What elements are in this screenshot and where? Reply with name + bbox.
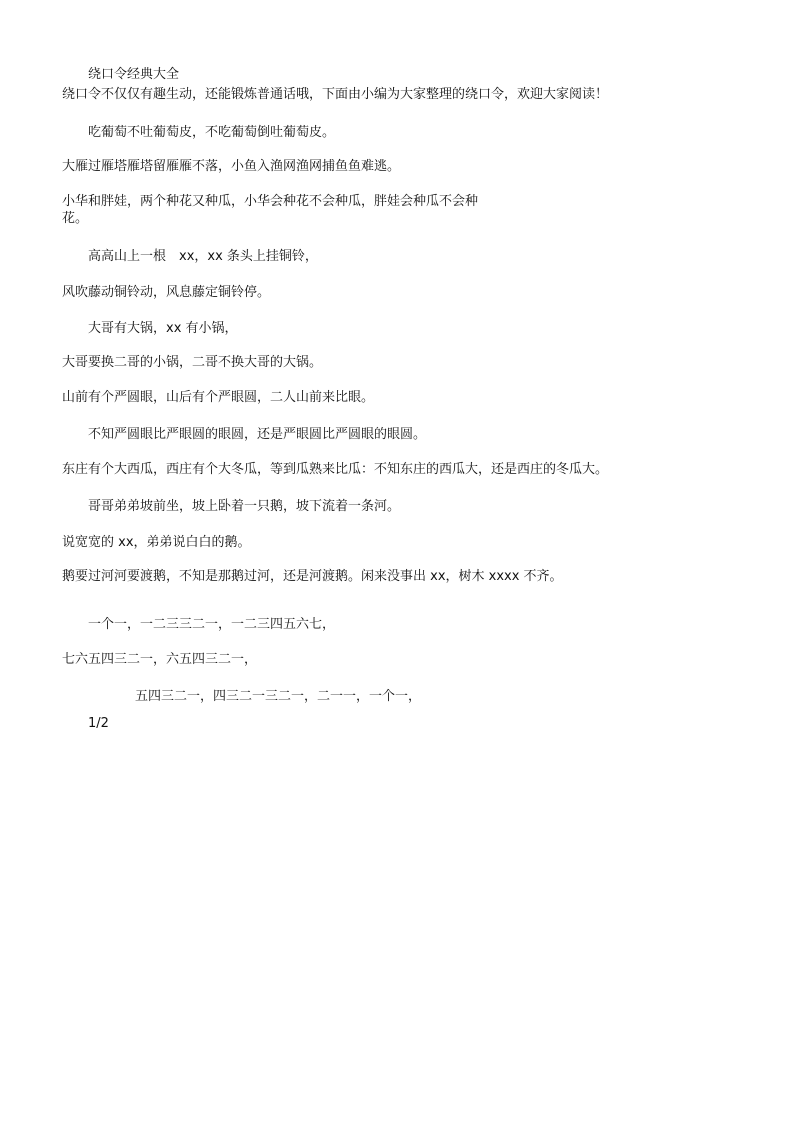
- document-intro: 绕口令不仅仅有趣生动，还能锻炼普通话哦，下面由小编为大家整理的绕口令，欢迎大家阅读！: [62, 87, 609, 102]
- tongue-twister-line: 小华和胖娃，两个种花又种瓜，小华会种花不会种瓜，胖娃会种瓜不会种: [62, 194, 479, 209]
- tongue-twister-line: 鹅要过河河要渡鹅，不知是那鹅过河，还是河渡鹅。闲来没事出 xx，树木 xxxx 不齐。: [62, 569, 563, 584]
- tongue-twister-line: 风吹藤动铜铃动，风息藤定铜铃停。: [62, 285, 271, 300]
- tongue-twister-line: 大哥有大锅，xx 有小锅，: [88, 321, 238, 336]
- tongue-twister-line: 说宽宽的 xx，弟弟说白白的鹅。: [62, 535, 251, 550]
- tongue-twister-line: 大雁过雁塔雁塔留雁雁不落，小鱼入渔网渔网捕鱼鱼难逃。: [62, 159, 401, 174]
- tongue-twister-line: 高高山上一根 xx，xx 条头上挂铜铃，: [88, 249, 318, 264]
- tongue-twister-line: 吃葡萄不吐葡萄皮，不吃葡萄倒吐葡萄皮。: [88, 125, 336, 140]
- tongue-twister-line: 山前有个严圆眼，山后有个严眼圆，二人山前来比眼。: [62, 390, 375, 405]
- tongue-twister-line: 大哥要换二哥的小锅，二哥不换大哥的大锅。: [62, 355, 323, 370]
- tongue-twister-line: 五四三二一，四三二一三二一，二一一，一个一，: [135, 689, 422, 704]
- tongue-twister-line: 七六五四三二一，六五四三二一，: [62, 652, 258, 667]
- tongue-twister-line: 不知严圆眼比严眼圆的眼圆，还是严眼圆比严圆眼的眼圆。: [88, 427, 427, 442]
- tongue-twister-line: 哥哥弟弟坡前坐，坡上卧着一只鹅，坡下流着一条河。: [88, 499, 401, 514]
- page-number: 1/2: [88, 716, 109, 731]
- document-title: 绕口令经典大全: [88, 67, 180, 82]
- tongue-twister-line: 东庄有个大西瓜，西庄有个大冬瓜，等到瓜熟来比瓜：不知东庄的西瓜大，还是西庄的冬瓜大。: [62, 462, 609, 477]
- tongue-twister-line: 花。: [62, 211, 89, 226]
- tongue-twister-line: 一个一，一二三三二一，一二三四五六七，: [88, 617, 336, 632]
